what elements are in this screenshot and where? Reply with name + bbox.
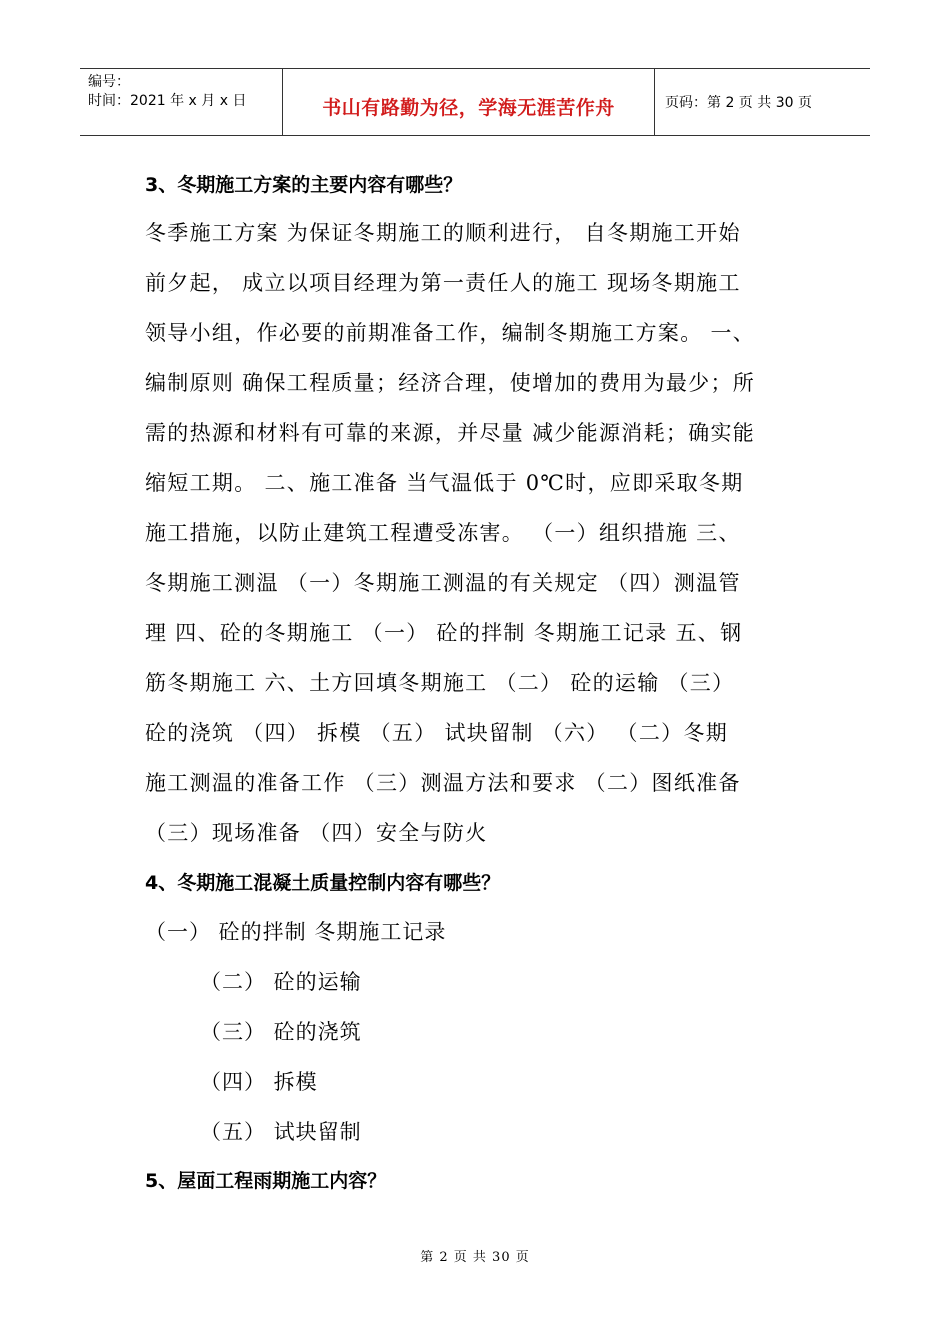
serial-label: 编号： xyxy=(88,74,130,90)
header-page-info: 页码：第 2 页 共 30 页 xyxy=(665,95,812,111)
answer-line: （三）现场准备 （四）安全与防火 xyxy=(145,821,488,845)
answer-line: 施工措施，以防止建筑工程遭受冻害。 （一）组织措施 三、 xyxy=(145,521,741,545)
list-item: （一） 砼的拌制 冬期施工记录 xyxy=(145,920,447,944)
motto-text: 书山有路勤为径，学海无涯苦作舟 xyxy=(322,97,615,119)
page-header xyxy=(80,68,870,136)
answer-line: 理 四、砼的冬期施工 （一） 砼的拌制 冬期施工记录 五、钢 xyxy=(145,621,743,645)
question-5-title: 5、屋面工程雨期施工内容？ xyxy=(145,1170,387,1192)
answer-line: 冬期施工测温 （一）冬期施工测温的有关规定 （四）测温管 xyxy=(145,571,741,595)
list-item: （二） 砼的运输 xyxy=(200,970,362,994)
header-left-cell xyxy=(80,69,282,135)
answer-line: 领导小组，作必要的前期准备工作，编制冬期施工方案。 一、 xyxy=(145,321,756,345)
date-label: 时间：2021 年 x 月 x 日 xyxy=(88,93,247,109)
answer-line: 筋冬期施工 六、土方回填冬期施工 （二） 砼的运输 （三） xyxy=(145,671,735,695)
answer-line: 编制原则 确保工程质量；经济合理，使增加的费用为最少；所 xyxy=(145,371,756,395)
question-3-title: 3、冬期施工方案的主要内容有哪些？ xyxy=(145,174,463,196)
answer-line: 砼的浇筑 （四） 拆模 （五） 试块留制 （六） （二）冬期 xyxy=(145,721,729,745)
header-page-cell xyxy=(655,69,870,135)
answer-line: 缩短工期。 二、施工准备 当气温低于 0℃时，应即采取冬期 xyxy=(145,471,744,495)
page-footer: 第 2 页 共 30 页 xyxy=(420,1250,530,1265)
answer-line: 需的热源和材料有可靠的来源，并尽量 减少能源消耗；确实能 xyxy=(145,421,756,445)
answer-line: 施工测温的准备工作 （三）测温方法和要求 （二）图纸准备 xyxy=(145,771,741,795)
list-item: （四） 拆模 xyxy=(200,1070,318,1094)
list-item: （三） 砼的浇筑 xyxy=(200,1020,362,1044)
answer-line: 冬季施工方案 为保证冬期施工的顺利进行， 自冬期施工开始 xyxy=(145,221,741,245)
question-4-title: 4、冬期施工混凝土质量控制内容有哪些？ xyxy=(145,872,501,894)
list-item: （五） 试块留制 xyxy=(200,1120,362,1144)
question-3-answer xyxy=(145,208,810,858)
header-motto-cell xyxy=(282,69,655,135)
answer-line: 前夕起， 成立以项目经理为第一责任人的施工 现场冬期施工 xyxy=(145,271,741,295)
